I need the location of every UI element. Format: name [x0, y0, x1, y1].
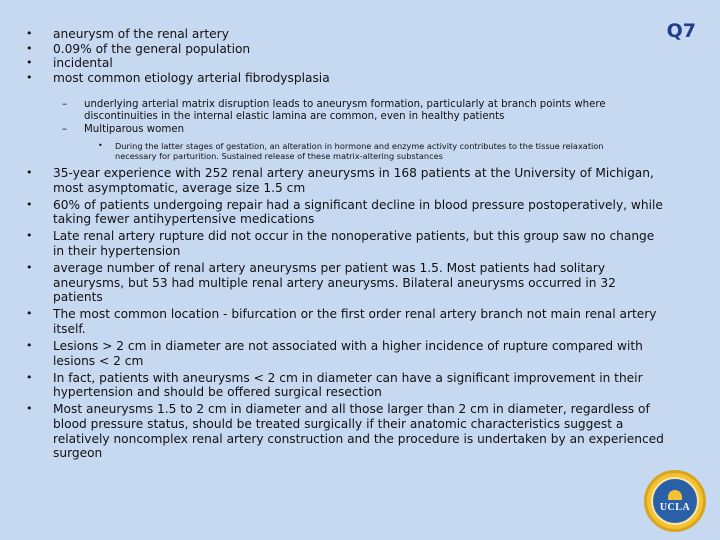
bullet-item: • Most aneurysms 1.5 to 2 cm in diameter and all those larger than 2 cm in diameter, regardless of blood pressure status, should be treated surgically if their anatomic characteristics suggest a relatively noncomplex renal artery construction and the procedure is undertaken by an experienced surgeon	[26, 402, 666, 460]
sub-bullet-item: – Multiparous women	[62, 124, 652, 136]
sub-sub-bullet-item: • During the latter stages of gestation, an alteration in hormone and enzyme activity contributes to the tissue relaxation necessary for parturition. Sustained release of these matrix-altering substances	[98, 141, 638, 161]
bullet-item: • most common etiology arterial fibrodysplasia	[26, 71, 666, 86]
bullet-item: • 35-year experience with 252 renal artery aneurysms in 168 patients at the University of Michigan, most asymptomatic, average size 1.5 cm	[26, 166, 666, 195]
main-bullet-list	[26, 166, 666, 463]
bullet-item: • Late renal artery rupture did not occur in the nonoperative patients, but this group saw no change in their hypertension	[26, 229, 666, 258]
bullet-item: • incidental	[26, 56, 666, 71]
intro-bullet-list	[26, 27, 666, 85]
bullet-item: • 0.09% of the general population	[26, 42, 666, 57]
sub-sub-bullet-list	[98, 141, 638, 161]
bullet-item: • 60% of patients undergoing repair had a significant decline in blood pressure postoperatively, while taking fewer antihypertensive medications	[26, 198, 666, 227]
sun-icon	[668, 490, 682, 500]
bullet-item: • The most common location - bifurcation or the first order renal artery branch not main renal artery itself.	[26, 307, 666, 336]
sub-bullet-item: – underlying arterial matrix disruption leads to aneurysm formation, particularly at branch points where discontinuities in the internal elastic lamina are common, even in healthy patients	[62, 99, 652, 122]
seal-center	[651, 477, 699, 525]
question-label: Q7	[666, 20, 696, 42]
sub-bullet-list	[62, 99, 652, 138]
bullet-item: • Lesions > 2 cm in diameter are not associated with a higher incidence of rupture compared with lesions < 2 cm	[26, 339, 666, 368]
bullet-item: • aneurysm of the renal artery	[26, 27, 666, 42]
ucla-seal-icon	[644, 470, 706, 532]
bullet-item: • average number of renal artery aneurysms per patient was 1.5. Most patients had solitary aneurysms, but 53 had multiple renal artery aneurysms. Bilateral aneurysms occurred in 32 patients	[26, 261, 666, 305]
logo-text: UCLA	[659, 501, 691, 513]
bullet-item: • In fact, patients with aneurysms < 2 cm in diameter can have a significant improvement in their hypertension and should be offered surgical resection	[26, 371, 666, 400]
